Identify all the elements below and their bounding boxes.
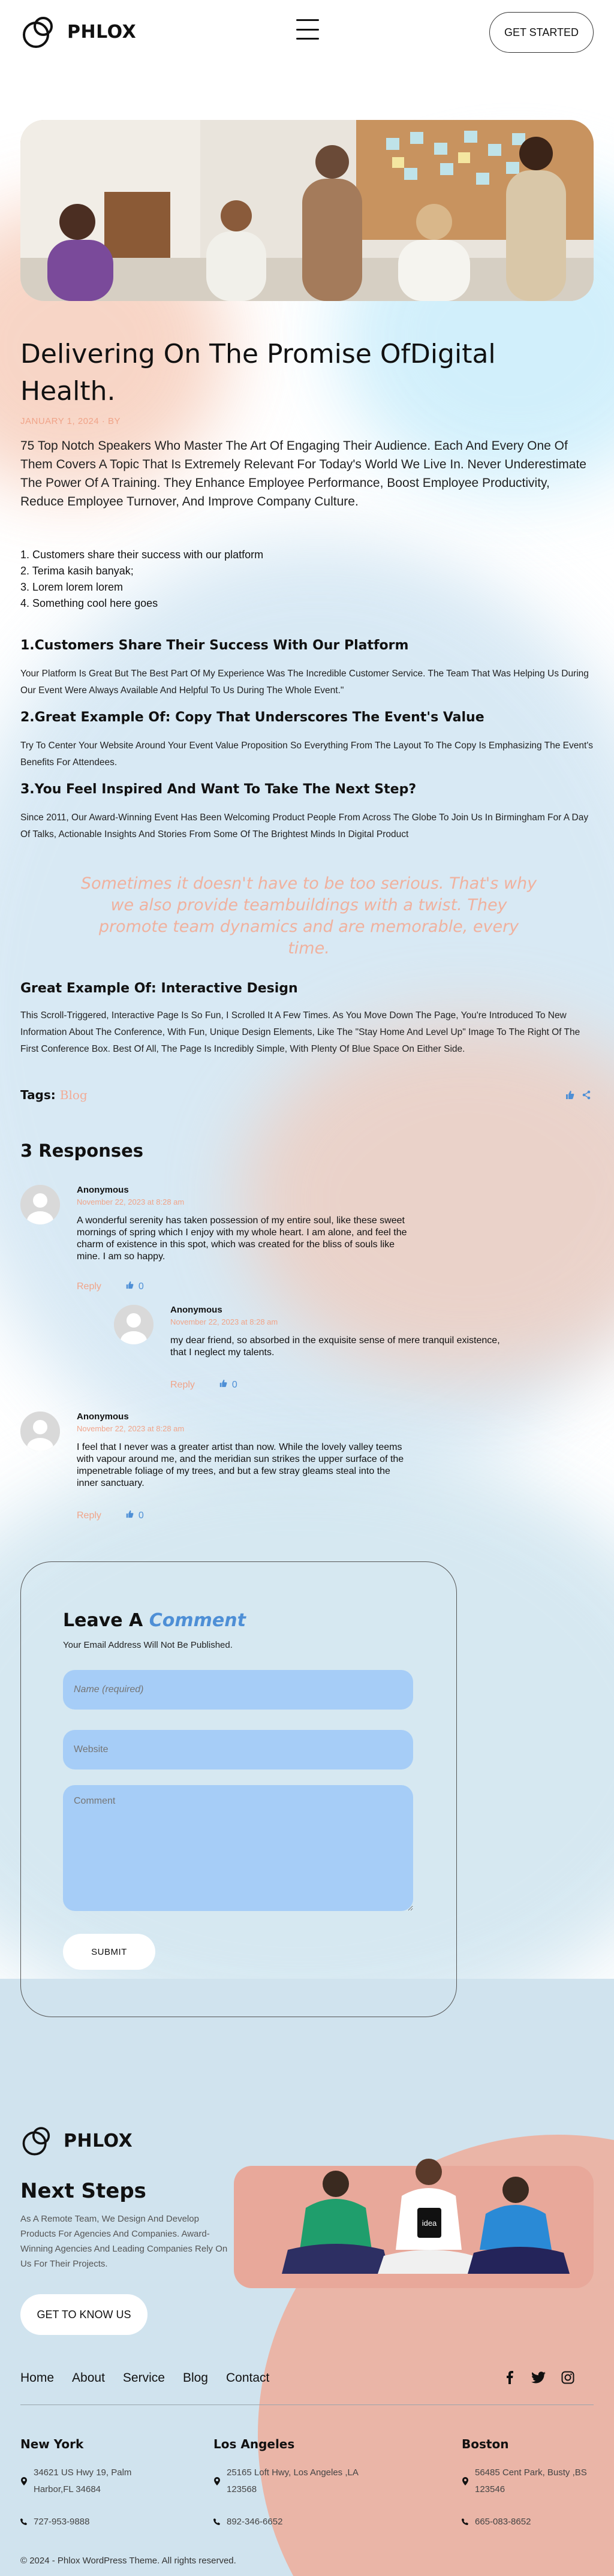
office-address: 34621 US Hwy 19, Palm Harbor,FL 34684 xyxy=(34,2467,132,2494)
section-heading: 1.Customers Share Their Success With Our Platform xyxy=(20,638,409,653)
office-city: Boston xyxy=(462,2437,509,2451)
comment-reply xyxy=(114,1305,498,1401)
section-heading: 3.You Feel Inspired And Want To Take The Next Step? xyxy=(20,782,417,797)
logo-mark-icon xyxy=(20,2123,56,2159)
comment-author: Anonymous xyxy=(77,1412,129,1422)
twitter-icon[interactable] xyxy=(531,2371,546,2387)
copyright: © 2024 - Phlox WordPress Theme. All rights reserved. xyxy=(20,2556,236,2566)
instagram-icon[interactable] xyxy=(561,2371,574,2387)
next-steps-title: Next Steps xyxy=(20,2179,146,2203)
post-meta: JANUARY 1, 2024 · BY xyxy=(20,416,121,426)
office-city: New York xyxy=(20,2437,84,2451)
get-started-button[interactable]: GET STARTED xyxy=(489,12,594,53)
comment xyxy=(20,1412,404,1531)
post-lead: 75 Top Notch Speakers Who Master The Art Of Engaging Their Audience. Each And Every One Of Them Covers A Topic That Is Extremely Relevant For Today's World We Live In. Never Underestimate The Power Of A Training. They Enhance Employee Performance, Boost Employee Productivity, Reduce Employee Turnover, And Improve Company Culture. xyxy=(20,439,586,508)
social-links xyxy=(504,2371,574,2387)
comment xyxy=(20,1185,407,1299)
promo-badge: idea xyxy=(422,2219,437,2228)
tag-link[interactable]: Blog xyxy=(59,1088,88,1102)
post-tags xyxy=(20,1088,88,1102)
form-title-text: Leave A xyxy=(63,1610,143,1631)
list-item: 1. Customers share their success with our platform xyxy=(20,549,264,561)
phone-icon xyxy=(462,2514,469,2530)
section-heading: 2.Great Example Of: Copy That Underscores The Event's Value xyxy=(20,710,484,725)
hero-image xyxy=(20,120,594,301)
site-logo[interactable] xyxy=(20,12,136,52)
get-to-know-us-button[interactable]: GET TO KNOW US xyxy=(20,2294,148,2335)
section-text: Since 2011, Our Award-Winning Event Has Been Welcoming Product People From Across The Globe To Join Us In Birmingham For A Day Of Talks, Actionable Insights And Stories From Some Of The Brightest Minds In Digital Product xyxy=(20,812,589,839)
footer-nav-service[interactable]: Service xyxy=(122,2371,165,2385)
interactive-text: This Scroll-Triggered, Interactive Page Is So Fun, I Scrolled It A Few Times. As You Move Down The Page, You're Introduced To New Information About The Conference, With Fun, Unique Design Elements, Like The "Stay Home And Level Up" Image To The Right Of The First Conference Box. Best Of All, The Page Is Incredibly Simple, With Plenty Of Blue Space On Either Side. xyxy=(20,1010,580,1054)
comment-author: Anonymous xyxy=(170,1305,222,1315)
logo-mark-icon xyxy=(20,12,60,52)
location-pin-icon xyxy=(462,2464,469,2498)
next-steps-description: As A Remote Team, We Design And Develop Products For Agencies And Companies. Award-Winning Agencies And Leading Companies Rely On Us For Their Projects. xyxy=(20,2214,228,2269)
footer-nav-home[interactable]: Home xyxy=(20,2371,55,2385)
like-count: 0 xyxy=(138,1281,144,1292)
logo-text: PHLOX xyxy=(67,21,137,43)
promo-illustration xyxy=(234,2166,594,2288)
footer-nav xyxy=(20,2371,269,2385)
submit-button[interactable]: SUBMIT xyxy=(63,1934,155,1970)
office-address: 25165 Loft Hwy, Los Angeles ,LA 123568 xyxy=(227,2467,359,2494)
avatar xyxy=(20,1412,60,1451)
post-title: Delivering On The Promise OfDigital Health. xyxy=(20,339,496,407)
footer-nav-contact[interactable]: Contact xyxy=(225,2371,270,2385)
comment-author: Anonymous xyxy=(77,1185,129,1195)
comment-text: I feel that I never was a greater artist than now. While the lovely valley teems with vapour around me, and the meridian sun strikes the upper surface of the impenetrable foliage of my trees, and but a few stray gleams steal into the inner sanctuary. xyxy=(77,1442,404,1488)
office-phone[interactable]: 892-346-6652 xyxy=(227,2517,283,2527)
list-item: 4. Something cool here goes xyxy=(20,597,158,609)
facebook-icon[interactable] xyxy=(504,2371,516,2387)
location-pin-icon xyxy=(213,2464,221,2498)
comment-date[interactable]: November 22, 2023 at 8:28 am xyxy=(77,1424,185,1433)
comment-text: A wonderful serenity has taken possession of my entire soul, like these sweet mornings of spring which I enjoy with my whole heart. I am alone, and feel the charm of existence in this spot, which was created for the bliss of souls like mine. I am so happy. xyxy=(77,1215,407,1262)
like-icon[interactable] xyxy=(565,1090,574,1103)
thumbs-up-icon xyxy=(125,1281,134,1292)
reply-link[interactable]: Reply xyxy=(77,1281,101,1292)
office-new-york xyxy=(20,2437,176,2530)
section-text: Your Platform Is Great But The Best Part Of My Experience Was The Incredible Customer Service. The Team That Was Helping Us During Our Event Were Always Available And Helpful To Us During The Whole Event." xyxy=(20,669,589,696)
office-city: Los Angeles xyxy=(213,2437,295,2451)
logo-text: PHLOX xyxy=(64,2130,133,2151)
like-button[interactable] xyxy=(125,1281,144,1292)
comment-form xyxy=(20,1561,457,2017)
share-icon[interactable] xyxy=(582,1090,591,1103)
location-pin-icon xyxy=(20,2464,28,2498)
like-button[interactable] xyxy=(125,1510,144,1521)
site-header xyxy=(0,0,614,66)
phone-icon xyxy=(20,2514,28,2530)
thumbs-up-icon xyxy=(125,1510,134,1521)
form-subtitle: Your Email Address Will Not Be Published. xyxy=(63,1640,233,1650)
office-phone[interactable]: 727-953-9888 xyxy=(34,2517,90,2527)
menu-hamburger-icon[interactable] xyxy=(296,19,319,40)
name-input[interactable] xyxy=(63,1670,413,1710)
comment-date[interactable]: November 22, 2023 at 8:28 am xyxy=(170,1317,278,1326)
post-list xyxy=(20,547,263,612)
post-actions xyxy=(565,1090,591,1103)
form-title-accent: Comment xyxy=(149,1610,246,1631)
like-count: 0 xyxy=(138,1510,144,1521)
interactive-heading: Great Example Of: Interactive Design xyxy=(20,981,298,996)
list-item: 3. Lorem lorem lorem xyxy=(20,581,124,593)
like-button[interactable] xyxy=(219,1379,237,1391)
pull-quote: Sometimes it doesn't have to be too serious. That's why we also provide teambuildings with a twist. They promote team dynamics and are memorable, every time. xyxy=(80,874,537,958)
footer-logo[interactable] xyxy=(20,2123,133,2159)
responses-title: 3 Responses xyxy=(20,1140,144,1161)
avatar xyxy=(114,1305,154,1344)
office-address: 56485 Cent Park, Busty ,BS 123546 xyxy=(475,2467,587,2494)
like-count: 0 xyxy=(231,1379,237,1390)
office-los-angeles xyxy=(213,2437,369,2530)
office-phone[interactable]: 665-083-8652 xyxy=(475,2517,531,2527)
reply-link[interactable]: Reply xyxy=(77,1510,101,1521)
tags-label: Tags: xyxy=(20,1088,56,1102)
comment-date[interactable]: November 22, 2023 at 8:28 am xyxy=(77,1197,185,1206)
footer-nav-about[interactable]: About xyxy=(72,2371,105,2385)
comment-text: my dear friend, so absorbed in the exquisite sense of mere tranquil existence, that I neglect my talents. xyxy=(170,1335,500,1358)
footer-nav-blog[interactable]: Blog xyxy=(182,2371,208,2385)
phone-icon xyxy=(213,2514,221,2530)
comment-textarea[interactable] xyxy=(63,1785,413,1911)
website-input[interactable] xyxy=(63,1730,413,1770)
thumbs-up-icon xyxy=(219,1379,227,1391)
form-title xyxy=(63,1610,246,1631)
reply-link[interactable]: Reply xyxy=(170,1379,195,1390)
avatar xyxy=(20,1185,60,1224)
office-boston xyxy=(462,2437,614,2530)
list-item: 2. Terima kasih banyak; xyxy=(20,565,134,577)
section-text: Try To Center Your Website Around Your Event Value Proposition So Everything From The Layout To The Copy Is Emphasizing The Event's Benefits For Attendees. xyxy=(20,741,594,768)
